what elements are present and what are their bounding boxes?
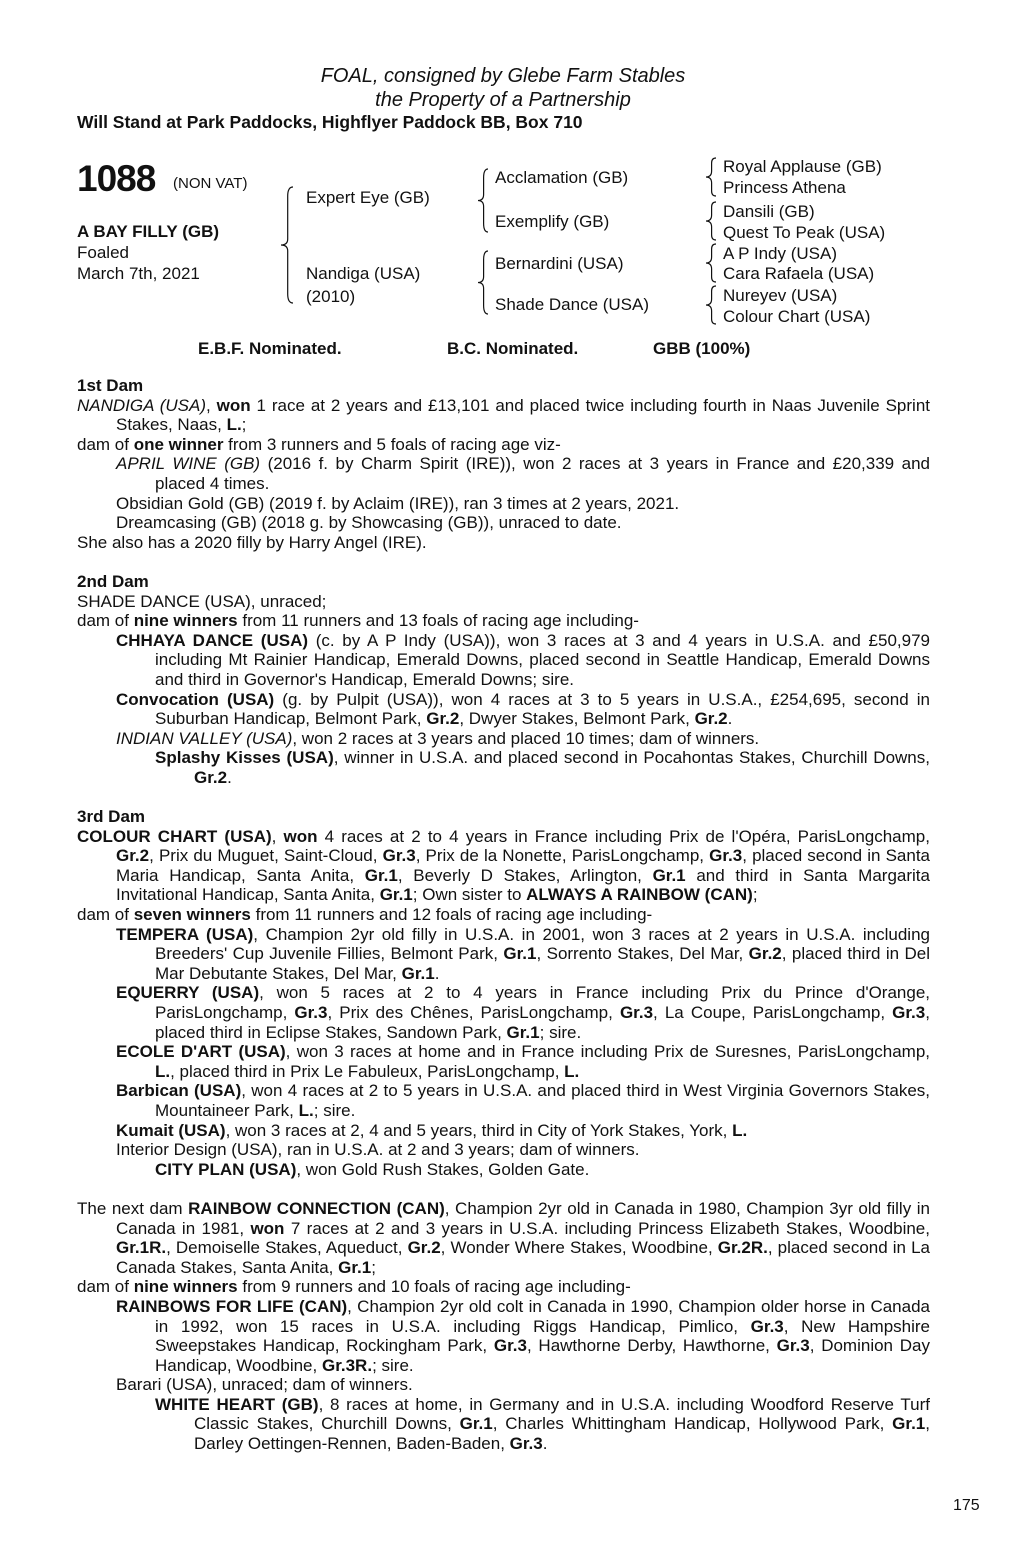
bold-text: Gr.2 [426, 709, 460, 729]
pedigree-gen3: Quest To Peak (USA) [723, 223, 886, 242]
pedigree-gen3: Colour Chart (USA) [723, 307, 871, 326]
bold-text: Gr.2 [194, 767, 228, 787]
text: , Dwyer Stakes, Belmont Park, [459, 709, 695, 729]
pedigree-gen3: Princess Athena [723, 178, 846, 197]
bold-text: Gr.3 [709, 846, 743, 866]
record-paragraph [77, 611, 930, 631]
brace-icon [705, 243, 717, 283]
section-heading: 2nd Dam [77, 571, 149, 591]
record-paragraph [77, 494, 930, 514]
text: , won 5 races at 2 to 4 years in France including Prix du Prince d'Orange, ParisLongchamp, [155, 983, 930, 1022]
bold-text: CITY PLAN (USA) [155, 1159, 297, 1179]
text: , Prix des Chênes, ParisLongchamp, [327, 1003, 620, 1022]
pedigree-gen3: Dansili (GB) [723, 202, 815, 221]
text: Barari (USA), unraced; dam of winners. [116, 1375, 413, 1395]
text: She also has a 2020 filly by Harry Angel (IRE). [77, 532, 427, 552]
ebf-nomination: E.B.F. Nominated. [198, 339, 342, 358]
brace-icon [477, 250, 489, 315]
bold-text: Gr.1 [401, 963, 435, 983]
bold-text: Convocation (USA) [116, 689, 275, 709]
text: from 11 runners and 12 foals of racing age including- [250, 905, 653, 925]
foaled-label: Foaled [77, 243, 129, 262]
text: , Prix du Muguet, Saint-Cloud, [149, 846, 383, 866]
record-paragraph [77, 592, 930, 612]
text: . [542, 1434, 548, 1454]
bold-text: L. [732, 1120, 748, 1140]
text: , Champion 2yr old in Canada in 1980, Champion 3yr old filly in Canada in 1981, [116, 1198, 930, 1238]
text: dam of [77, 1277, 134, 1297]
text: ; [371, 1257, 376, 1277]
bold-text: COLOUR CHART (USA) [77, 826, 272, 846]
text: (2016 f. by Charm Spirit (IRE)), won 2 races at 3 years in France and £20,339 and placed 4 times. [155, 454, 930, 493]
record-paragraph [77, 435, 930, 455]
text: , Hawthorne Derby, Hawthorne, [526, 1336, 777, 1356]
section-heading: 3rd Dam [77, 807, 146, 827]
italic-text: INDIAN VALLEY (USA) [116, 728, 293, 748]
record-paragraph [77, 1160, 930, 1180]
text: , Demoiselle Stakes, Aqueduct, [166, 1238, 408, 1258]
text: from 9 runners and 10 foals of racing age including- [237, 1277, 631, 1297]
bold-text: one winner [133, 434, 224, 454]
text: . [727, 709, 733, 729]
pedigree-dam-year: (2010) [306, 287, 356, 306]
bold-text: Gr.2 [116, 846, 150, 866]
text: dam of [77, 611, 134, 631]
bold-text: Gr.3R. [321, 1355, 373, 1375]
text: , placed third in Del Mar Debutante Stakes, Del Mar, [155, 944, 930, 983]
bold-text: nine winners [133, 1277, 238, 1297]
bold-text: won [250, 1218, 285, 1238]
text: , won 4 races at 2 to 5 years in U.S.A. and placed third in West Virginia Governors Stakes, Mountaineer Park, [155, 1081, 931, 1120]
text: , Charles Whittingham Handicap, Hollywood Park, [492, 1414, 893, 1434]
text: ; [241, 415, 247, 435]
bold-text: EQUERRY (USA) [116, 983, 260, 1003]
pedigree-dam: Nandiga (USA) [306, 264, 421, 283]
text: , [271, 826, 284, 846]
text: , won 3 races at home and in France including Prix de Suresnes, ParisLongchamp, [285, 1042, 931, 1062]
record-paragraph [77, 748, 930, 787]
text: 7 races at 2 and 3 years in U.S.A. including Princess Elizabeth Stakes, Woodbine, [284, 1218, 930, 1238]
text: SHADE DANCE (USA), unraced; [77, 591, 327, 611]
lot-description: A BAY FILLY (GB) [77, 222, 220, 241]
brace-icon [705, 157, 717, 197]
text: , Champion 2yr old colt in Canada in 1990, Champion older horse in Canada in 1992, won 15 races in U.S.A. including Riggs Handicap, Pimlico, [155, 1296, 930, 1336]
record-paragraph [77, 925, 930, 984]
text: . [227, 767, 232, 787]
bold-text: ALWAYS A RAINBOW (CAN) [526, 885, 753, 905]
bold-text: nine winners [133, 611, 238, 631]
record-paragraph [77, 827, 930, 905]
text: , Sorrento Stakes, Del Mar, [536, 944, 749, 964]
bold-text: L. [226, 415, 242, 435]
pedigree-gen2: Acclamation (GB) [495, 168, 629, 187]
text: , won Gold Rush Stakes, Golden Gate. [296, 1159, 590, 1179]
record-paragraph [77, 1042, 930, 1081]
brace-icon [705, 285, 717, 325]
bold-text: Gr.3 [382, 846, 416, 866]
consignor-line: FOAL, consigned by Glebe Farm Stables [320, 65, 686, 87]
bold-text: TEMPERA (USA) [116, 924, 254, 944]
text: The next dam [77, 1198, 189, 1218]
record-paragraph [77, 513, 930, 533]
bold-text: Gr.1 [652, 865, 686, 885]
record-paragraph [77, 690, 930, 729]
bold-text: Gr.3 [493, 1336, 527, 1356]
record-paragraph [77, 1297, 930, 1375]
bold-text: won [283, 826, 318, 846]
bold-text: Gr.3 [892, 1003, 926, 1022]
bold-text: RAINBOWS FOR LIFE (CAN) [116, 1296, 348, 1316]
bc-nomination: B.C. Nominated. [447, 339, 579, 358]
text: Interior Design (USA), ran in U.S.A. at 2 and 3 years; dam of winners. [116, 1140, 640, 1160]
record-paragraph [77, 454, 930, 493]
text: 1 race at 2 years and £13,101 and placed twice including fourth in Naas Juvenile Sprint Stakes, Naas, [116, 395, 930, 435]
italic-text: APRIL WINE (GB) [116, 454, 261, 474]
stand-location: Will Stand at Park Paddocks, Highflyer Paddock BB, Box 710 [77, 112, 583, 132]
dam-section [77, 1199, 930, 1454]
bold-text: Gr.1 [506, 1022, 540, 1042]
text: ; Own sister to [412, 885, 527, 905]
text: ; sire. [539, 1022, 582, 1042]
vat-status: (NON VAT) [173, 175, 248, 192]
dam-section [77, 572, 930, 788]
text: , placed second in La Canada Stakes, Santa Anita, [116, 1238, 930, 1277]
bold-text: seven winners [133, 905, 251, 925]
text: and third in Santa Margarita Invitational Handicap, Santa Anita, [116, 865, 930, 905]
lot-number: 1088 [77, 158, 156, 199]
text: , won 3 races at 2, 4 and 5 years, third in City of York Stakes, York, [225, 1120, 733, 1140]
record-paragraph [77, 396, 930, 435]
bold-text: Gr.2 [748, 944, 782, 964]
brace-icon [280, 186, 294, 304]
record-paragraph [77, 729, 930, 749]
bold-text: RAINBOW CONNECTION (CAN) [188, 1198, 445, 1218]
bold-text: Kumait (USA) [116, 1120, 226, 1140]
bold-text: Gr.1 [503, 944, 537, 964]
foaled-date: March 7th, 2021 [77, 264, 200, 283]
produce-record [77, 376, 930, 1473]
text: dam of [77, 434, 134, 454]
bold-text: Gr.2 [694, 709, 728, 729]
record-paragraph [77, 1277, 930, 1297]
dam-section [77, 376, 930, 552]
pedigree-gen3: Nureyev (USA) [723, 286, 838, 305]
bold-text: Gr.1 [892, 1414, 926, 1434]
bold-text: Gr.3 [776, 1336, 810, 1356]
bold-text: WHITE HEART (GB) [155, 1394, 319, 1414]
record-paragraph [77, 1395, 930, 1454]
text: ; [752, 885, 758, 905]
bold-text: Gr.3 [509, 1434, 543, 1454]
bold-text: Gr.1 [379, 885, 413, 905]
text: , La Coupe, ParisLongchamp, [653, 1003, 893, 1022]
text: , [206, 395, 217, 415]
bold-text: Barbican (USA) [116, 1081, 242, 1101]
dam-section [77, 807, 930, 1179]
text: . [434, 963, 440, 983]
section-heading: 1st Dam [77, 376, 144, 395]
bold-text: Gr.1 [459, 1414, 493, 1434]
text: , Wonder Where Stakes, Woodbine, [440, 1238, 718, 1258]
pedigree-gen3: Cara Rafaela (USA) [723, 264, 875, 283]
bold-text: Gr.1R. [116, 1238, 167, 1258]
text: , New Hampshire Sweepstakes Handicap, Rockingham Park, [155, 1316, 931, 1356]
page-number: 175 [953, 1497, 980, 1514]
text: , placed third in Eclipse Stakes, Sandown Park, [155, 1003, 930, 1042]
brace-icon [705, 201, 717, 241]
property-line: the Property of a Partnership [375, 89, 631, 111]
gbb-status: GBB (100%) [653, 339, 751, 358]
bold-text: L. [298, 1100, 314, 1120]
text: 4 races at 2 to 4 years in France including Prix de l'Opéra, ParisLongchamp, [317, 826, 930, 846]
text: , placed second in Santa Maria Handicap, Santa Anita, [116, 846, 930, 885]
record-paragraph [77, 1199, 930, 1277]
pedigree-gen3: A P Indy (USA) [723, 244, 838, 263]
text: , 8 races at home, in Germany and in U.S.A. including Woodford Reserve Turf Classic Stakes, Churchill Downs, [194, 1394, 930, 1434]
italic-text: NANDIGA (USA) [77, 395, 206, 415]
text: Obsidian Gold (GB) (2019 f. by Aclaim (IRE)), ran 3 times at 2 years, 2021. [116, 493, 680, 513]
text: (c. by A P Indy (USA)), won 3 races at 3 and 4 years in U.S.A. and £50,979 including Mt Rainier Handicap, Emerald Downs, placed second in Seattle Handicap, Emerald Downs and third in Governor's Handicap, Emerald Downs; sire. [155, 630, 930, 689]
text: , Dominion Day Handicap, Woodbine, [155, 1336, 930, 1375]
bold-text: ECOLE D'ART (USA) [116, 1042, 286, 1062]
text: , winner in U.S.A. and placed second in Pocahontas Stakes, Churchill Downs, [333, 748, 930, 768]
record-paragraph [77, 1375, 930, 1395]
bold-text: Gr.1 [364, 865, 398, 885]
record-paragraph [77, 1140, 930, 1160]
bold-text: L. [564, 1061, 580, 1081]
pedigree-gen2: Bernardini (USA) [495, 254, 624, 273]
text: ; sire. [313, 1100, 356, 1120]
text: , Darley Oettingen-Rennen, Baden-Baden, [194, 1414, 930, 1454]
record-paragraph [77, 631, 930, 690]
record-paragraph [77, 533, 930, 553]
text: , Champion 2yr old filly in U.S.A. in 2001, won 3 races at 2 years in U.S.A. including Breeders' Cup Juvenile Fillies, Belmont Park, [155, 924, 930, 964]
record-paragraph [77, 1081, 930, 1120]
bold-text: won [216, 395, 251, 415]
record-paragraph [77, 905, 930, 925]
bold-text: CHHAYA DANCE (USA) [116, 630, 309, 650]
text: , Prix de la Nonette, ParisLongchamp, [415, 846, 710, 866]
bold-text: Splashy Kisses (USA) [155, 748, 334, 768]
text: (g. by Pulpit (USA)), won 4 races at 3 to 5 years in U.S.A., £254,695, second in Suburban Handicap, Belmont Park, [155, 689, 931, 729]
text: , placed third in Prix Le Fabuleux, ParisLongchamp, [170, 1061, 565, 1081]
bold-text: Gr.3 [294, 1003, 328, 1022]
text: Dreamcasing (GB) (2018 g. by Showcasing (GB)), unraced to date. [116, 513, 622, 533]
pedigree-sire: Expert Eye (GB) [306, 188, 430, 207]
bold-text: Gr.3 [619, 1003, 654, 1022]
pedigree-gen3: Royal Applause (GB) [723, 157, 882, 176]
pedigree-gen2: Exemplify (GB) [495, 212, 610, 231]
bold-text: Gr.2R. [717, 1238, 768, 1258]
bold-text: L. [155, 1061, 171, 1081]
text: dam of [77, 905, 134, 925]
bold-text: Gr.3 [750, 1316, 784, 1336]
text: from 11 runners and 13 foals of racing age including- [237, 611, 639, 631]
text: , Beverly D Stakes, Arlington, [397, 865, 653, 885]
bold-text: Gr.1 [338, 1257, 372, 1277]
record-paragraph [77, 1121, 930, 1141]
bold-text: Gr.2 [407, 1238, 441, 1258]
pedigree-gen2: Shade Dance (USA) [495, 295, 650, 314]
text: from 3 runners and 5 foals of racing age viz- [223, 434, 561, 454]
record-paragraph [77, 983, 930, 1042]
text: , won 2 races at 3 years and placed 10 times; dam of winners. [292, 728, 760, 748]
brace-icon [477, 168, 489, 233]
text: ; sire. [372, 1355, 414, 1375]
